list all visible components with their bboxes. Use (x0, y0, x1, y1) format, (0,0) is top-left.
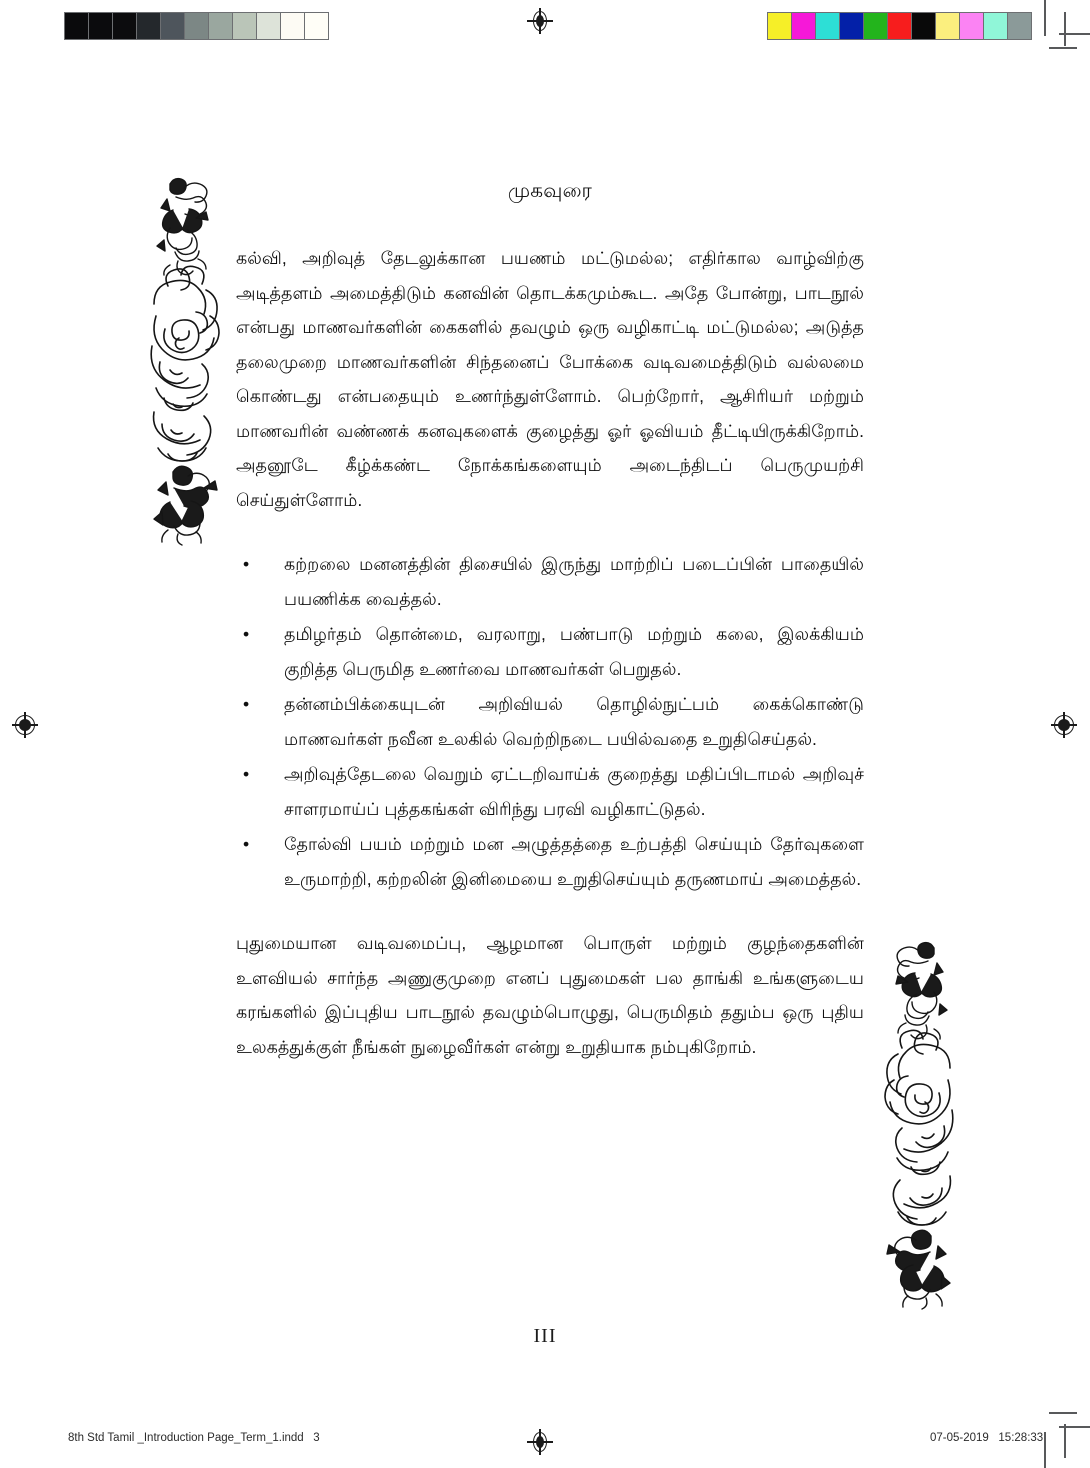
bullet-glyph: • (243, 694, 250, 714)
list-item-text: அறிவுத்தேடலை வெறும் ஏட்டறிவாய்க் குறைத்து மதிப்பிடாமல் அறிவுச் சாளரமாய்ப் புத்தகங்கள் விரிந்து பரவி வழிகாட்டுதல். (284, 764, 864, 819)
decorative-vine-ornament-icon (140, 166, 232, 546)
grayscale-calibration-strip (64, 12, 329, 40)
decorative-vine-ornament-icon (872, 930, 964, 1310)
calibration-swatch-0 (768, 13, 791, 39)
calibration-swatch-2 (113, 13, 136, 39)
list-item-text: கற்றலை மனனத்தின் திசையில் இருந்து மாற்றிப் படைப்பின் பாதையில் பயணிக்க வைத்தல். (284, 554, 864, 609)
list-item (236, 687, 864, 756)
footer-filename: 8th Std Tamil _Introduction Page_Term_1.indd 3 (68, 1432, 320, 1444)
calibration-swatch-5 (185, 13, 208, 39)
calibration-swatch-9 (984, 13, 1007, 39)
page-content (236, 180, 864, 1064)
calibration-swatch-4 (161, 13, 184, 39)
page-title: முகவுரை (507, 180, 593, 202)
calibration-swatch-3 (840, 13, 863, 39)
calibration-swatch-9 (281, 13, 304, 39)
calibration-swatch-8 (960, 13, 983, 39)
calibration-swatch-5 (888, 13, 911, 39)
bullet-glyph: • (243, 554, 250, 574)
crop-mark (1044, 1432, 1046, 1468)
list-item (236, 617, 864, 686)
calibration-swatch-1 (89, 13, 112, 39)
crop-mark (1059, 1426, 1090, 1428)
objectives-list (236, 547, 864, 896)
registration-dot (19, 719, 31, 731)
registration-target-icon (1051, 712, 1077, 738)
closing-paragraph: புதுமையான வடிவமைப்பு, ஆழமான பொருள் மற்றும் குழந்தைகளின் உளவியல் சார்ந்த அணுகுமுறை எனப் புதுமைகள் பல தாங்கி உங்களுடைய கரங்களில் இப்புதிய பாடநூல் தவழும்பொழுது, பெருமிதம் ததும்ப ஒரு புதிய உலகத்துக்குள் நீங்கள் நுழைவீர்கள் என்று உறுதியாக நம்புகிறோம். (236, 933, 864, 1057)
registration-target-icon (527, 1429, 553, 1455)
registration-dot (1058, 719, 1070, 731)
calibration-swatch-10 (1008, 13, 1031, 39)
color-calibration-strip (767, 12, 1032, 40)
list-item (236, 547, 864, 616)
footer-datetime: 07-05-2019 15:28:33 (930, 1432, 1044, 1444)
list-item-text: தமிழர்தம் தொன்மை, வரலாறு, பண்பாடு மற்றும் கலை, இலக்கியம் குறித்த பெருமித உணர்வை மாணவர்கள் பெறுதல். (284, 624, 864, 679)
calibration-swatch-0 (65, 13, 88, 39)
crop-mark (1059, 33, 1090, 35)
list-item-text: தோல்வி பயம் மற்றும் மன அழுத்தத்தை உற்பத்தி செய்யும் தேர்வுகளை உருமாற்றி, கற்றலின் இனிமையை உறுதிசெய்யும் தருணமாய் அமைத்தல். (284, 834, 864, 889)
registration-dot (536, 15, 544, 27)
calibration-swatch-6 (912, 13, 935, 39)
calibration-swatch-10 (305, 13, 328, 39)
calibration-swatch-4 (864, 13, 887, 39)
calibration-swatch-7 (936, 13, 959, 39)
calibration-swatch-7 (233, 13, 256, 39)
crop-mark (1049, 47, 1077, 49)
registration-dot (536, 1436, 544, 1448)
list-item (236, 757, 864, 826)
calibration-swatch-6 (209, 13, 232, 39)
bullet-glyph: • (243, 834, 250, 854)
registration-target-icon (12, 712, 38, 738)
intro-paragraph: கல்வி, அறிவுத் தேடலுக்கான பயணம் மட்டுமல்ல; எதிர்கால வாழ்விற்கு அடித்தளம் அமைத்திடும் கனவின் தொடக்கமும்கூட. அதே போன்று, பாடநூல் என்பது மாணவர்களின் கைகளில் தவழும் ஒரு வழிகாட்டி மட்டுமல்ல; அடுத்த தலைமுறை மாணவர்களின் சிந்தனைப் போக்கை வடிவமைத்திடும் வல்லமை கொண்டது என்பதையும் உணர்ந்துள்ளோம். பெற்றோர், ஆசிரியர் மற்றும் மாணவரின் வண்ணக் கனவுகளைக் குழைத்து ஓர் ஓவியம் தீட்டியிருக்கிறோம். அதனூடே கீழ்க்கண்ட நோக்கங்களையும் அடைந்திடப் பெருமுயற்சி செய்துள்ளோம். (236, 248, 864, 510)
page-number: III (533, 1325, 557, 1347)
list-item (236, 827, 864, 896)
calibration-swatch-8 (257, 13, 280, 39)
calibration-swatch-3 (137, 13, 160, 39)
crop-mark (1064, 12, 1066, 46)
crop-mark (1064, 1424, 1066, 1458)
crop-mark (1049, 1412, 1077, 1414)
bullet-glyph: • (243, 764, 250, 784)
crop-mark (1044, 0, 1046, 36)
calibration-swatch-1 (792, 13, 815, 39)
calibration-swatch-2 (816, 13, 839, 39)
registration-target-icon (527, 8, 553, 34)
list-item-text: தன்னம்பிக்கையுடன் அறிவியல் தொழில்நுட்பம் கைக்கொண்டு மாணவர்கள் நவீன உலகில் வெற்றிநடை பயில்வதை உறுதிசெய்தல். (284, 694, 864, 749)
bullet-glyph: • (243, 624, 250, 644)
